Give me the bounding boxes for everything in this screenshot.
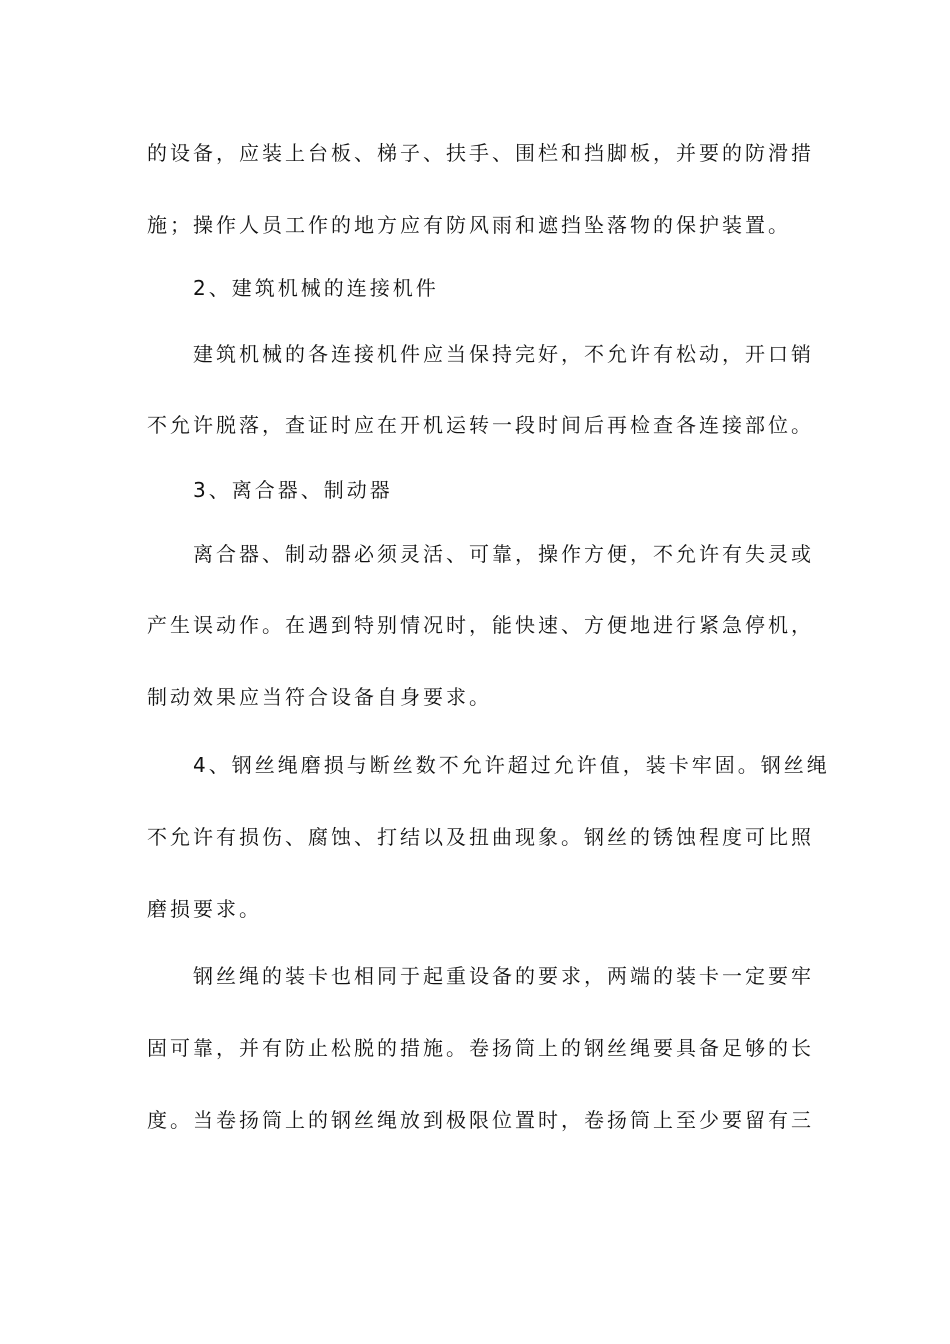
text-line: 制动效果应当符合设备自身要求。 xyxy=(147,685,492,709)
section-heading: 3、离合器、制动器 xyxy=(193,478,393,502)
text-line: 固可靠，并有防止松脱的措施。卷扬筒上的钢丝绳要具备足够的长 xyxy=(147,1036,814,1060)
paragraph-first-line: 4、钢丝绳磨损与断丝数不允许超过允许值，装卡牢固。钢丝绳 xyxy=(193,753,830,777)
text-line: 施；操作人员工作的地方应有防风雨和遮挡坠落物的保护装置。 xyxy=(147,213,791,237)
text-line: 度。当卷扬筒上的钢丝绳放到极限位置时，卷扬筒上至少要留有三 xyxy=(147,1108,814,1132)
text-line: 磨损要求。 xyxy=(147,897,262,921)
text-line: 不允许有损伤、腐蚀、打结以及扭曲现象。钢丝的锈蚀程度可比照 xyxy=(147,825,814,849)
paragraph-first-line: 建筑机械的各连接机件应当保持完好，不允许有松动，开口销 xyxy=(193,342,814,366)
section-heading: 2、建筑机械的连接机件 xyxy=(193,276,439,300)
text-line: 的设备，应装上台板、梯子、扶手、围栏和挡脚板，并要的防滑措 xyxy=(147,141,814,165)
text-line: 产生误动作。在遇到特别情况时，能快速、方便地进行紧急停机， xyxy=(147,613,814,637)
text-line: 不允许脱落，查证时应在开机运转一段时间后再检查各连接部位。 xyxy=(147,413,814,437)
paragraph-first-line: 钢丝绳的装卡也相同于起重设备的要求，两端的装卡一定要牢 xyxy=(193,964,814,988)
paragraph-first-line: 离合器、制动器必须灵活、可靠，操作方便，不允许有失灵或 xyxy=(193,542,814,566)
